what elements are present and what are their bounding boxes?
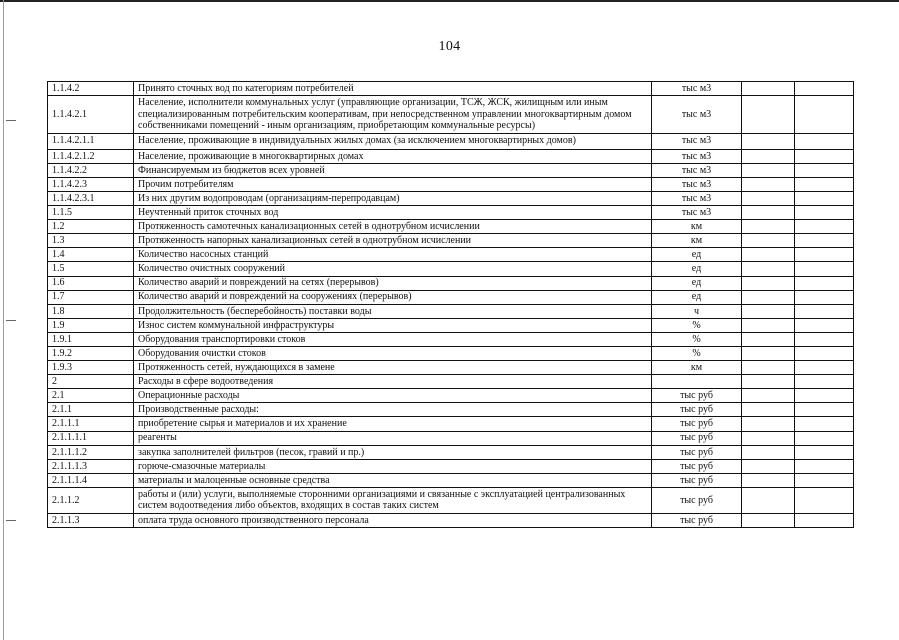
- row-name: Операционные расходы: [134, 389, 652, 403]
- row-name: Протяженность сетей, нуждающихся в замене: [134, 361, 652, 375]
- row-unit: тыс м3: [652, 163, 742, 177]
- row-value-1: [742, 290, 795, 304]
- table-row: [48, 133, 854, 149]
- row-code: 2.1.1.1.1: [48, 431, 134, 445]
- row-unit: тыс м3: [652, 206, 742, 220]
- row-value-2: [795, 290, 854, 304]
- row-unit: ед: [652, 262, 742, 276]
- row-value-1: [742, 248, 795, 262]
- row-value-1: [742, 276, 795, 290]
- row-name: Количество аварий и повреждений на сетях (перерывов): [134, 276, 652, 290]
- row-unit: км: [652, 220, 742, 234]
- row-code: 1.5: [48, 262, 134, 276]
- scan-margin-tick: [6, 120, 16, 121]
- row-unit: тыс м3: [652, 177, 742, 191]
- row-unit: [652, 375, 742, 389]
- row-name: Количество аварий и повреждений на сооружениях (перерывов): [134, 290, 652, 304]
- row-value-2: [795, 262, 854, 276]
- row-unit: тыс руб: [652, 487, 742, 513]
- row-code: 2.1.1.1: [48, 417, 134, 431]
- row-code: 2: [48, 375, 134, 389]
- row-value-2: [795, 191, 854, 205]
- row-value-1: [742, 332, 795, 346]
- row-unit: ед: [652, 248, 742, 262]
- row-value-2: [795, 276, 854, 290]
- row-unit: тыс м3: [652, 82, 742, 96]
- table-row: [48, 276, 854, 290]
- scan-margin-tick: [6, 520, 16, 521]
- table-row: [48, 163, 854, 177]
- row-code: 2.1.1.3: [48, 513, 134, 527]
- row-unit: тыс руб: [652, 417, 742, 431]
- row-value-2: [795, 332, 854, 346]
- row-value-2: [795, 318, 854, 332]
- row-name: Принято сточных вод по категориям потребителей: [134, 82, 652, 96]
- row-value-1: [742, 417, 795, 431]
- row-unit: ед: [652, 290, 742, 304]
- table-row: [48, 191, 854, 205]
- row-value-1: [742, 206, 795, 220]
- table-row: [48, 304, 854, 318]
- page-number: 104: [438, 39, 461, 54]
- row-name: Финансируемым из бюджетов всех уровней: [134, 163, 652, 177]
- row-name: Производственные расходы:: [134, 403, 652, 417]
- row-value-2: [795, 487, 854, 513]
- row-value-1: [742, 403, 795, 417]
- row-unit: тыс руб: [652, 513, 742, 527]
- indicators-table: [47, 81, 854, 528]
- row-value-1: [742, 347, 795, 361]
- row-name: Количество очистных сооружений: [134, 262, 652, 276]
- row-value-2: [795, 375, 854, 389]
- row-code: 1.1.4.2.1: [48, 96, 134, 134]
- row-value-2: [795, 220, 854, 234]
- table-row: [48, 177, 854, 191]
- row-value-2: [795, 361, 854, 375]
- row-value-2: [795, 431, 854, 445]
- table-row: [48, 375, 854, 389]
- row-value-1: [742, 262, 795, 276]
- row-value-2: [795, 206, 854, 220]
- table-row: [48, 290, 854, 304]
- row-code: 1.9.2: [48, 347, 134, 361]
- table-row: [48, 262, 854, 276]
- row-name: Оборудования транспортировки стоков: [134, 332, 652, 346]
- table-row: [48, 389, 854, 403]
- row-code: 2.1: [48, 389, 134, 403]
- row-name: горюче-смазочные материалы: [134, 459, 652, 473]
- row-unit: тыс руб: [652, 431, 742, 445]
- row-value-1: [742, 82, 795, 96]
- table-row: [48, 248, 854, 262]
- row-code: 1.9.3: [48, 361, 134, 375]
- row-value-2: [795, 347, 854, 361]
- table-row: [48, 149, 854, 163]
- row-unit: тыс м3: [652, 149, 742, 163]
- table-row: [48, 445, 854, 459]
- table-row: [48, 473, 854, 487]
- row-value-2: [795, 473, 854, 487]
- row-value-2: [795, 149, 854, 163]
- row-unit: тыс руб: [652, 389, 742, 403]
- table-row: [48, 332, 854, 346]
- row-value-1: [742, 459, 795, 473]
- row-value-1: [742, 96, 795, 134]
- row-code: 1.1.4.2.2: [48, 163, 134, 177]
- row-value-1: [742, 234, 795, 248]
- row-name: Население, проживающие в индивидуальных жилых домах (за исключением многоквартирных домов): [134, 133, 652, 149]
- row-code: 2.1.1.1.4: [48, 473, 134, 487]
- row-value-1: [742, 318, 795, 332]
- row-code: 1.8: [48, 304, 134, 318]
- row-value-1: [742, 133, 795, 149]
- row-name: Неучтенный приток сточных вод: [134, 206, 652, 220]
- table-row: [48, 96, 854, 134]
- row-name: Оборудования очистки стоков: [134, 347, 652, 361]
- row-value-2: [795, 82, 854, 96]
- row-value-1: [742, 513, 795, 527]
- row-code: 1.9: [48, 318, 134, 332]
- row-unit: ч: [652, 304, 742, 318]
- row-value-1: [742, 149, 795, 163]
- row-code: 1.1.5: [48, 206, 134, 220]
- row-code: 1.1.4.2: [48, 82, 134, 96]
- row-value-1: [742, 177, 795, 191]
- table-row: [48, 361, 854, 375]
- row-code: 1.4: [48, 248, 134, 262]
- row-code: 1.1.4.2.1.1: [48, 133, 134, 149]
- row-value-1: [742, 163, 795, 177]
- row-value-2: [795, 234, 854, 248]
- row-name: работы и (или) услуги, выполняемые сторонними организациями и связанные с эксплуатацией централизованных систем водоотведения либо объектов, входящих в состав таких систем: [134, 487, 652, 513]
- row-value-2: [795, 304, 854, 318]
- row-unit: тыс руб: [652, 403, 742, 417]
- row-unit: тыс м3: [652, 96, 742, 134]
- table-row: [48, 234, 854, 248]
- row-name: Протяженность самотечных канализационных сетей в однотрубном исчислении: [134, 220, 652, 234]
- row-value-2: [795, 403, 854, 417]
- table-row: [48, 318, 854, 332]
- row-code: 2.1.1.1.2: [48, 445, 134, 459]
- row-unit: тыс м3: [652, 191, 742, 205]
- row-name: Население, исполнители коммунальных услуг (управляющие организации, ТСЖ, ЖСК, жилищным или иным специализированным потребительским кооперативам, при непосредственном управлении многоквартирным домом собственниками помещений - иным организациям, приобретающим коммунальные ресурсы): [134, 96, 652, 134]
- row-code: 1.7: [48, 290, 134, 304]
- table-row: [48, 403, 854, 417]
- row-name: материалы и малоценные основные средства: [134, 473, 652, 487]
- scan-top-border: [0, 0, 899, 2]
- row-code: 2.1.1.1.3: [48, 459, 134, 473]
- row-code: 2.1.1.2: [48, 487, 134, 513]
- row-name: Прочим потребителям: [134, 177, 652, 191]
- row-value-2: [795, 177, 854, 191]
- row-value-2: [795, 389, 854, 403]
- row-code: 1.1.4.2.3: [48, 177, 134, 191]
- row-value-1: [742, 431, 795, 445]
- row-value-1: [742, 389, 795, 403]
- row-unit: ед: [652, 276, 742, 290]
- row-name: оплата труда основного производственного персонала: [134, 513, 652, 527]
- row-unit: %: [652, 332, 742, 346]
- row-name: приобретение сырья и материалов и их хранение: [134, 417, 652, 431]
- row-name: реагенты: [134, 431, 652, 445]
- row-code: 1.2: [48, 220, 134, 234]
- row-unit: %: [652, 347, 742, 361]
- scan-left-edge: [3, 0, 4, 640]
- row-value-1: [742, 487, 795, 513]
- row-unit: %: [652, 318, 742, 332]
- row-code: 1.3: [48, 234, 134, 248]
- row-name: Из них другим водопроводам (организациям-перепродавцам): [134, 191, 652, 205]
- row-value-2: [795, 163, 854, 177]
- table-row: [48, 206, 854, 220]
- table-row: [48, 487, 854, 513]
- row-unit: км: [652, 361, 742, 375]
- row-value-2: [795, 96, 854, 134]
- table-row: [48, 417, 854, 431]
- row-unit: тыс руб: [652, 445, 742, 459]
- row-code: 1.6: [48, 276, 134, 290]
- row-name: Население, проживающие в многоквартирных домах: [134, 149, 652, 163]
- table-row: [48, 431, 854, 445]
- row-value-1: [742, 473, 795, 487]
- row-name: Продолжительность (бесперебойность) поставки воды: [134, 304, 652, 318]
- row-code: 1.9.1: [48, 332, 134, 346]
- row-value-1: [742, 191, 795, 205]
- row-name: Количество насосных станций: [134, 248, 652, 262]
- row-value-1: [742, 445, 795, 459]
- row-value-1: [742, 220, 795, 234]
- row-unit: тыс руб: [652, 459, 742, 473]
- row-value-2: [795, 459, 854, 473]
- row-value-1: [742, 375, 795, 389]
- table-row: [48, 513, 854, 527]
- row-value-1: [742, 304, 795, 318]
- row-value-1: [742, 361, 795, 375]
- row-name: закупка заполнителей фильтров (песок, гравий и пр.): [134, 445, 652, 459]
- row-value-2: [795, 417, 854, 431]
- row-code: 1.1.4.2.1.2: [48, 149, 134, 163]
- row-value-2: [795, 248, 854, 262]
- table-row: [48, 347, 854, 361]
- row-value-2: [795, 513, 854, 527]
- indicators-table-body: [48, 82, 854, 528]
- row-unit: км: [652, 234, 742, 248]
- table-row: [48, 459, 854, 473]
- row-name: Протяженность напорных канализационных сетей в однотрубном исчислении: [134, 234, 652, 248]
- table-row: [48, 220, 854, 234]
- row-code: 2.1.1: [48, 403, 134, 417]
- row-unit: тыс м3: [652, 133, 742, 149]
- row-value-2: [795, 445, 854, 459]
- row-code: 1.1.4.2.3.1: [48, 191, 134, 205]
- table-row: [48, 82, 854, 96]
- row-unit: тыс руб: [652, 473, 742, 487]
- row-name: Износ систем коммунальной инфраструктуры: [134, 318, 652, 332]
- row-value-2: [795, 133, 854, 149]
- row-name: Расходы в сфере водоотведения: [134, 375, 652, 389]
- scan-margin-tick: [6, 320, 16, 321]
